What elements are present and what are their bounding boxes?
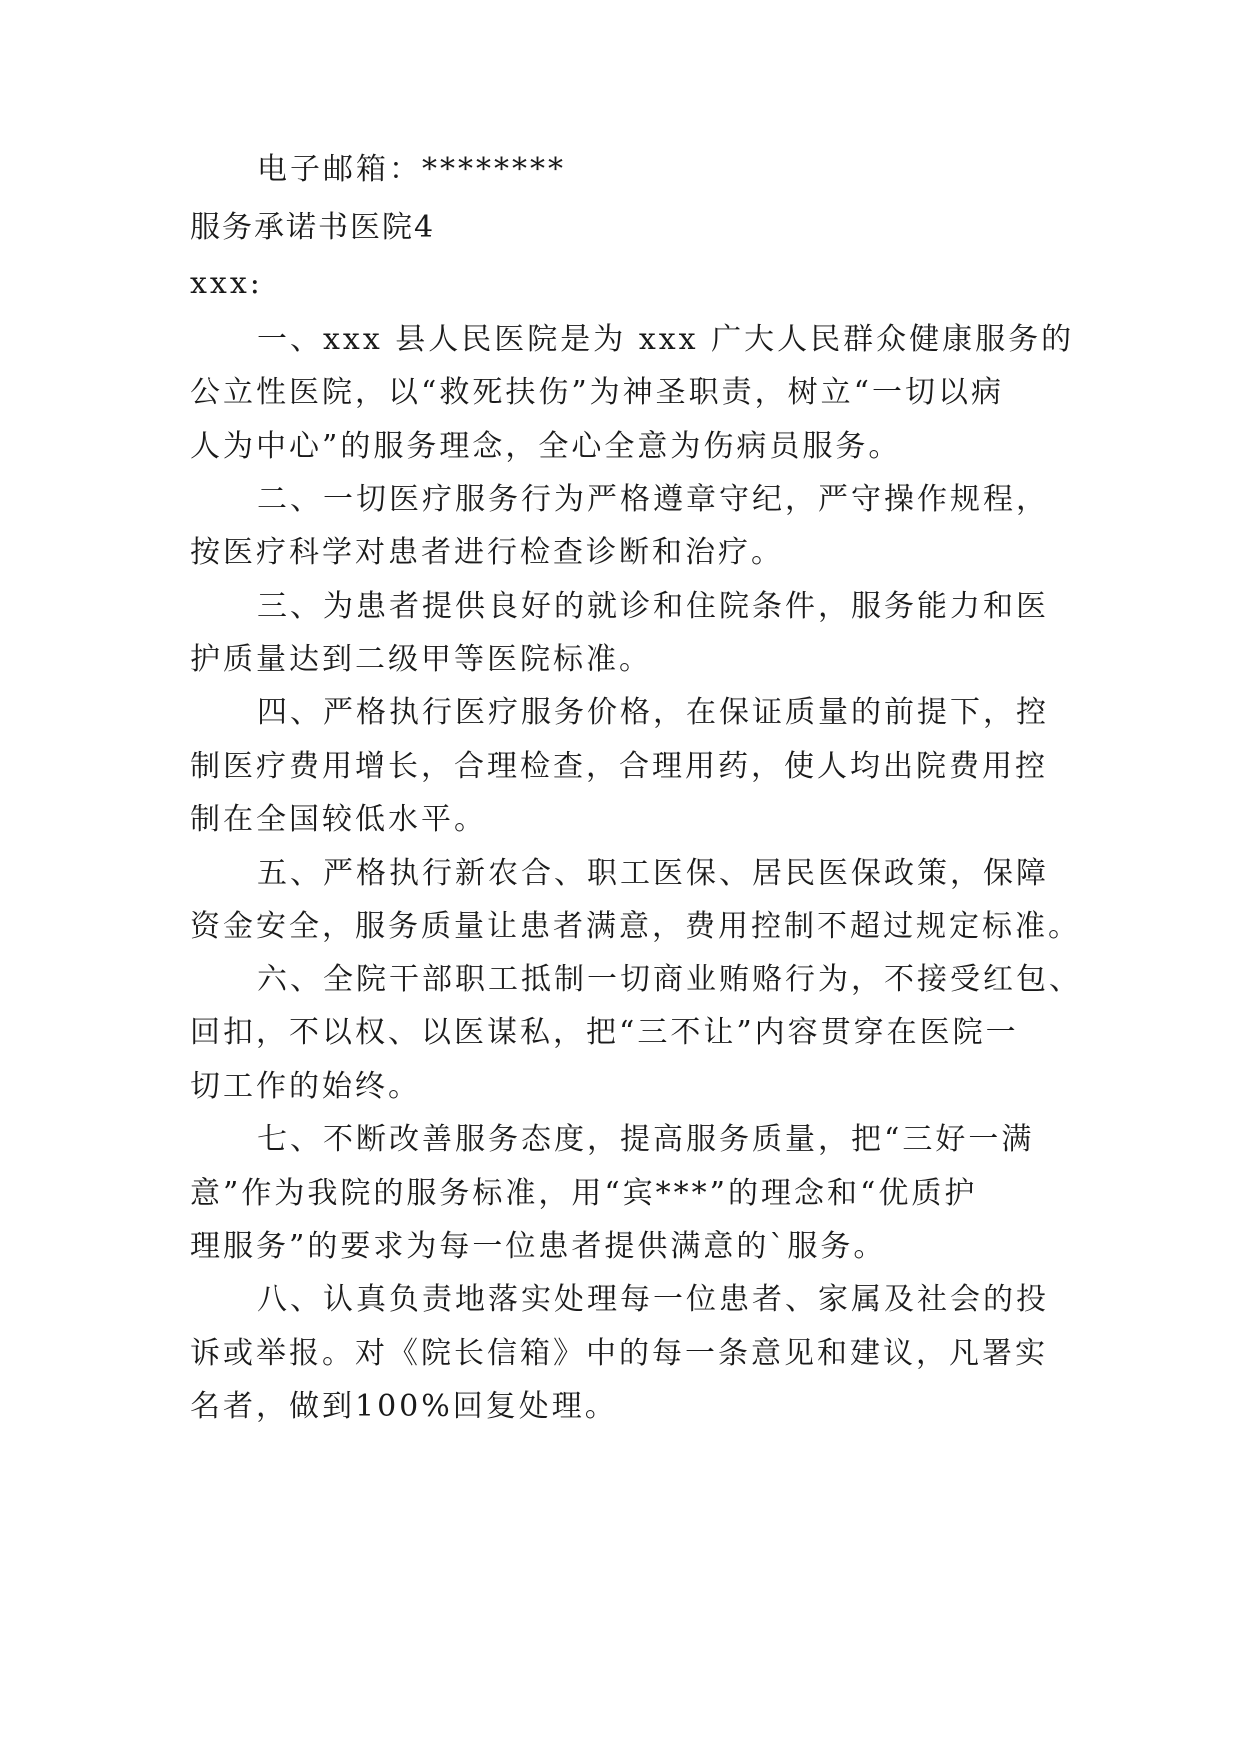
paragraph-line: 一、xxx 县人民医院是为 xxx 广大人民群众健康服务的 bbox=[257, 322, 1075, 357]
paragraph-line: 三、为患者提供良好的就诊和住院条件，服务能力和医 bbox=[257, 589, 1049, 624]
paragraph-line: 二、一切医疗服务行为严格遵章守纪，严守操作规程， bbox=[257, 482, 1049, 517]
paragraph-line: 六、全院干部职工抵制一切商业贿赂行为，不接受红包、 bbox=[257, 962, 1082, 997]
paragraph-line: 回扣，不以权、以医谋私，把“三不让”内容贯穿在医院一 bbox=[190, 1015, 1019, 1050]
paragraph-line: 资金安全，服务质量让患者满意，费用控制不超过规定标准。 bbox=[190, 909, 1081, 944]
paragraph-line: 五、严格执行新农合、职工医保、居民医保政策，保障 bbox=[257, 856, 1049, 891]
paragraph-line: 切工作的始终。 bbox=[190, 1069, 421, 1104]
paragraph-line: 四、严格执行医疗服务价格，在保证质量的前提下，控 bbox=[257, 695, 1049, 730]
paragraph-line: 人为中心”的服务理念，全心全意为伤病员服务。 bbox=[190, 429, 902, 464]
paragraph-line: 名者，做到100%回复处理。 bbox=[190, 1389, 618, 1424]
document-title: 服务承诺书医院4 bbox=[190, 210, 436, 245]
paragraph-line: 诉或举报。对《院长信箱》中的每一条意见和建议，凡署实 bbox=[190, 1336, 1048, 1371]
salutation: xxx: bbox=[190, 266, 263, 301]
paragraph-line: 制在全国较低水平。 bbox=[190, 802, 487, 837]
paragraph-line: 制医疗费用增长，合理检查，合理用药，使人均出院费用控 bbox=[190, 749, 1048, 784]
paragraph-line: 意”作为我院的服务标准，用“宾***”的理念和“优质护 bbox=[190, 1176, 978, 1211]
paragraph-line: 按医疗科学对患者进行检查诊断和治疗。 bbox=[190, 535, 784, 570]
paragraph-line: 八、认真负责地落实处理每一位患者、家属及社会的投 bbox=[257, 1282, 1049, 1317]
paragraph-line: 护质量达到二级甲等医院标准。 bbox=[190, 642, 652, 677]
paragraph-line: 公立性医院，以“救死扶伤”为神圣职责，树立“一切以病 bbox=[190, 375, 1005, 410]
email-line: 电子邮箱：******** bbox=[257, 152, 566, 187]
paragraph-line: 理服务”的要求为每一位患者提供满意的`服务。 bbox=[190, 1229, 887, 1264]
paragraph-line: 七、不断改善服务态度，提高服务质量，把“三好一满 bbox=[257, 1122, 1035, 1157]
